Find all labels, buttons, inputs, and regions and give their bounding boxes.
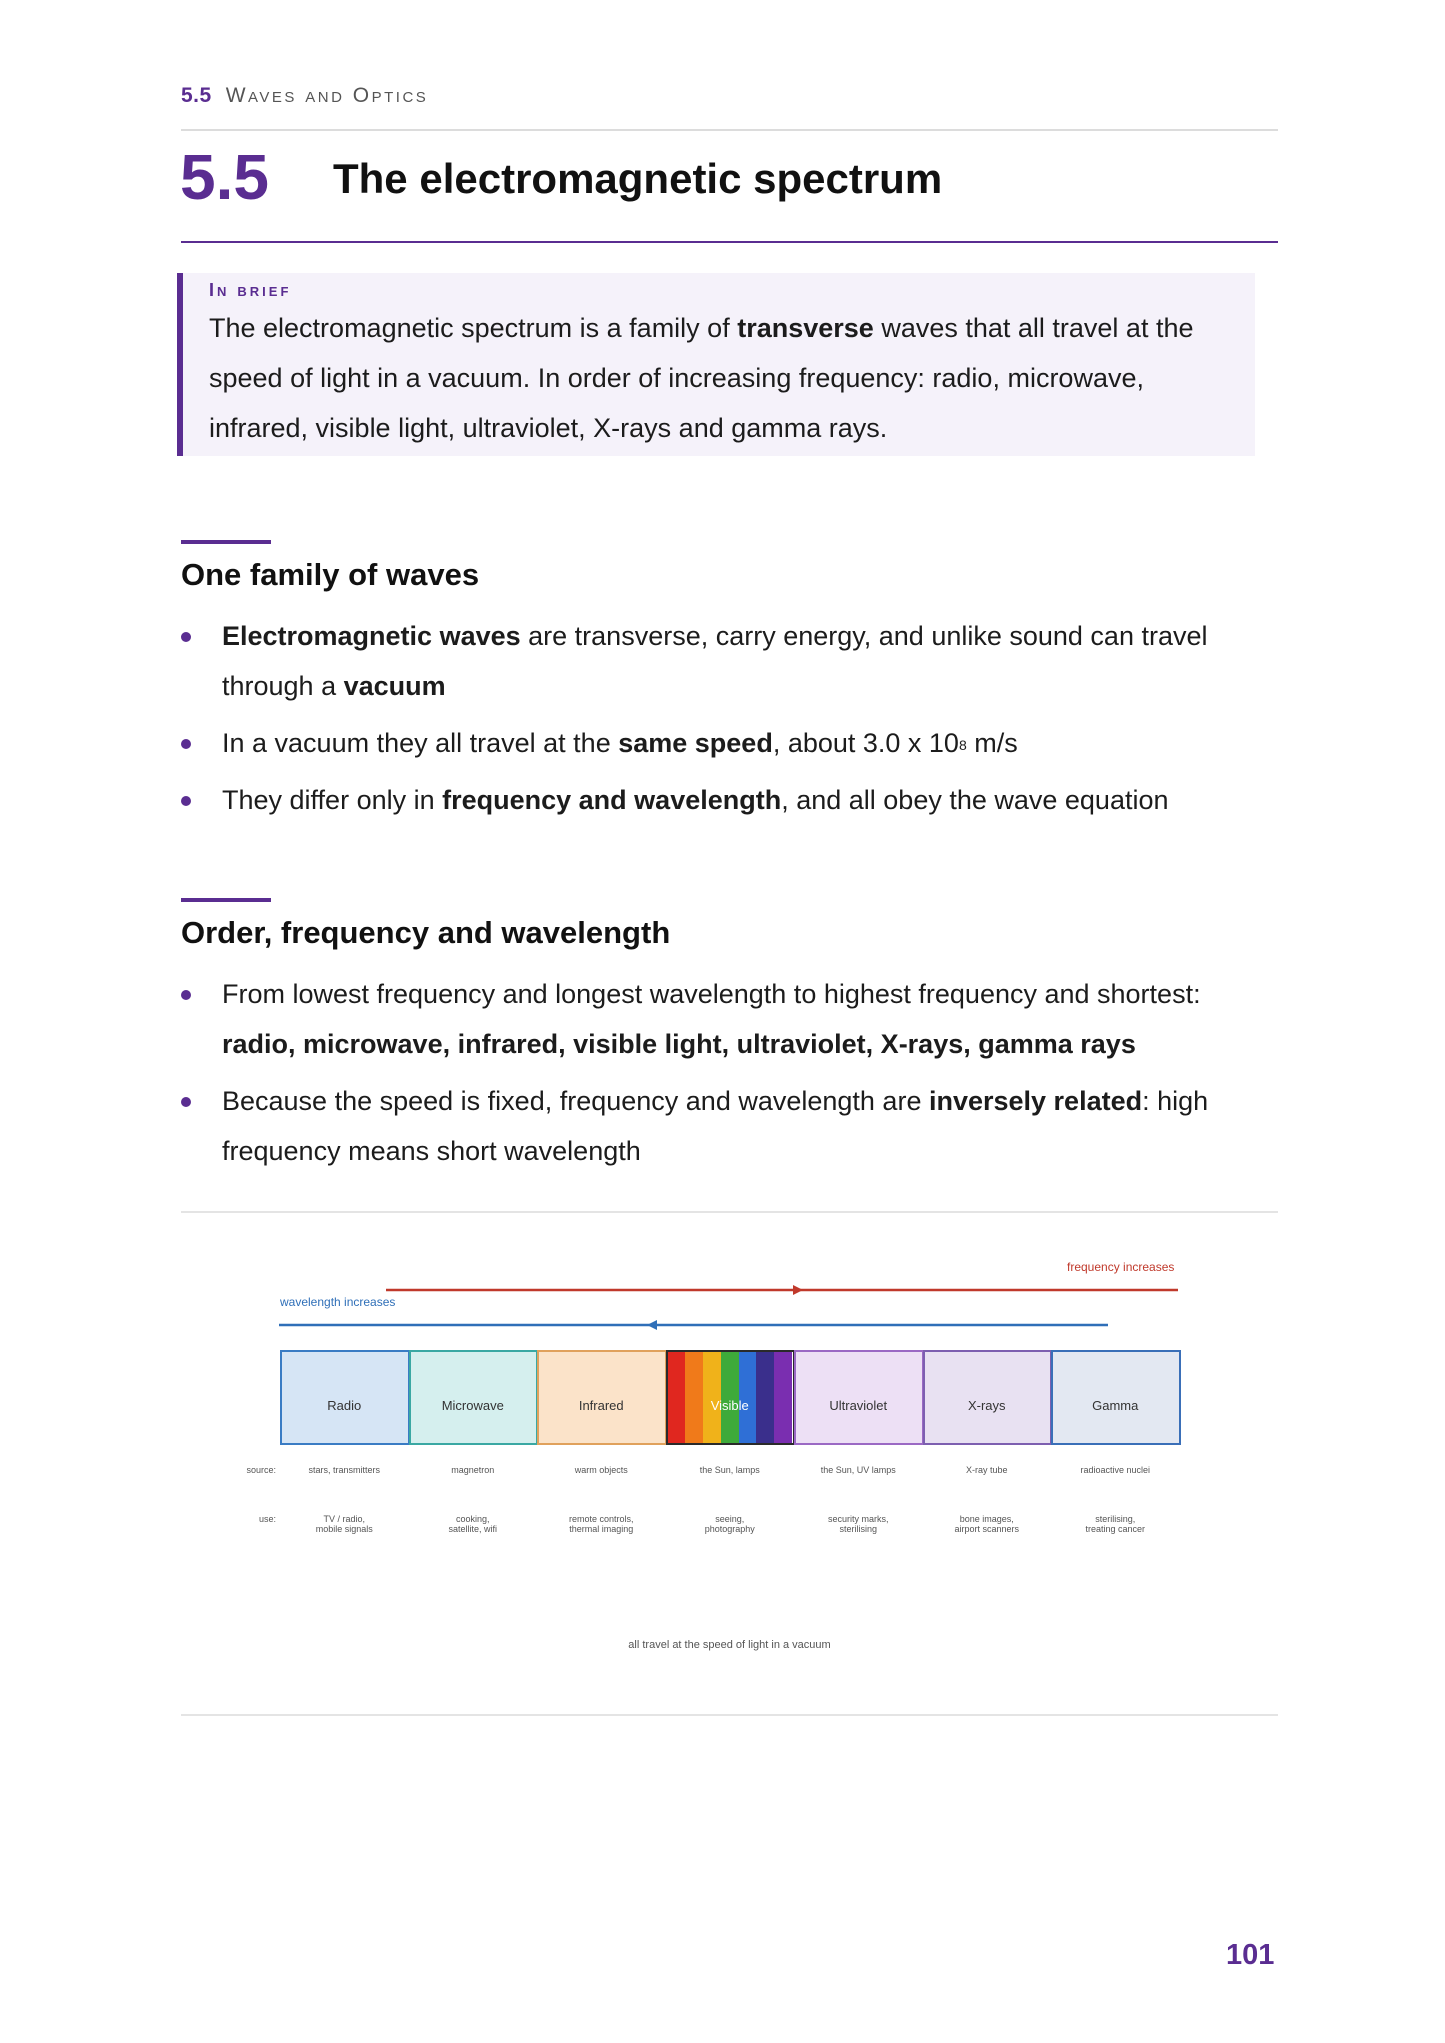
list-item bbox=[181, 718, 1281, 768]
band-use-line: treating cancer bbox=[1085, 1524, 1146, 1534]
list-text: , and all obey the wave equation bbox=[781, 785, 1169, 815]
band-label: Ultraviolet bbox=[829, 1398, 888, 1413]
in-brief-box bbox=[177, 273, 1255, 456]
wavelength-label: wavelength increases bbox=[280, 1295, 396, 1309]
in-brief-text-part: The electromagnetic spectrum is a family of bbox=[209, 313, 738, 343]
band-label: Gamma bbox=[1092, 1398, 1139, 1413]
band-source: stars, transmitters bbox=[308, 1465, 381, 1475]
list-text: Because the speed is fixed, frequency and wavelength are bbox=[222, 1086, 929, 1116]
band-use-line: seeing, bbox=[715, 1514, 745, 1524]
wavelength-arrow-head bbox=[647, 1320, 657, 1330]
list-text: : high frequency means short wavelength bbox=[222, 1086, 1209, 1166]
in-brief-label: In brief bbox=[209, 280, 292, 300]
list-item bbox=[181, 969, 1281, 1069]
figure-bottom-rule bbox=[181, 1714, 1278, 1716]
band-use-line: TV / radio, bbox=[323, 1514, 365, 1524]
band-source: magnetron bbox=[451, 1465, 495, 1475]
heading-accent bbox=[181, 540, 271, 544]
bullet-list-order bbox=[181, 969, 1281, 1183]
bold-term: inversely related bbox=[928, 1086, 1143, 1116]
figure-caption: all travel at the speed of light in a vacuum bbox=[628, 1639, 831, 1651]
list-text: , about 3.0 x 10 bbox=[772, 728, 959, 758]
list-text: From lowest frequency and longest wavelength to highest frequency and shortest: bbox=[222, 979, 1201, 1009]
band-use bbox=[1085, 1514, 1145, 1534]
use-row-label: use: bbox=[258, 1514, 276, 1524]
band-label: Radio bbox=[327, 1398, 362, 1413]
band-visible bbox=[666, 1350, 796, 1445]
running-head-number: 5.5 bbox=[181, 84, 212, 107]
list-text: m/s bbox=[966, 728, 1018, 758]
bullet-dot bbox=[181, 990, 191, 1000]
spectrum-figure bbox=[181, 1215, 1278, 1690]
list-item bbox=[181, 1076, 1281, 1176]
in-brief-text bbox=[209, 303, 1219, 453]
band-use bbox=[705, 1514, 755, 1534]
heading-order: Order, frequency and wavelength bbox=[181, 915, 671, 950]
band-infrared bbox=[537, 1350, 667, 1445]
band-radio bbox=[280, 1350, 410, 1445]
bold-term: Electromagnetic waves bbox=[222, 621, 521, 651]
band-label: X-rays bbox=[967, 1398, 1006, 1413]
bullet-list-one-family bbox=[181, 611, 1281, 832]
heading-one-family: One family of waves bbox=[181, 557, 480, 592]
band-microwave bbox=[409, 1350, 539, 1445]
visible-stripe bbox=[668, 1352, 686, 1443]
section-title: The electromagnetic spectrum bbox=[333, 155, 943, 202]
band-gamma bbox=[1051, 1350, 1181, 1445]
band-source: warm objects bbox=[574, 1465, 628, 1475]
running-head bbox=[181, 84, 428, 108]
bullet-dot bbox=[181, 632, 191, 642]
band-use bbox=[448, 1514, 497, 1534]
source-row-label: source: bbox=[246, 1465, 276, 1475]
in-brief-bold: transverse bbox=[737, 313, 874, 343]
band-use-line: thermal imaging bbox=[569, 1524, 634, 1534]
visible-stripe bbox=[685, 1352, 703, 1443]
bold-term: frequency and wavelength bbox=[442, 785, 782, 815]
band-use bbox=[828, 1514, 889, 1534]
figure-top-rule bbox=[181, 1211, 1278, 1213]
band-use-line: photography bbox=[704, 1524, 755, 1534]
running-head-title: Waves and Optics bbox=[225, 84, 429, 107]
band-label: Microwave bbox=[441, 1398, 504, 1413]
band-use-line: remote controls, bbox=[568, 1514, 634, 1524]
list-text: are transverse, carry energy, and unlike sound can travel through a bbox=[222, 621, 1208, 701]
band-source: the Sun, lamps bbox=[699, 1465, 760, 1475]
visible-stripe bbox=[774, 1352, 792, 1443]
bullet-dot bbox=[181, 1097, 191, 1107]
band-use-line: cooking, bbox=[455, 1514, 490, 1524]
frequency-label: frequency increases bbox=[1067, 1260, 1175, 1274]
band-ultraviolet bbox=[794, 1350, 924, 1445]
band-use bbox=[569, 1514, 634, 1534]
band-use-line: sterilising, bbox=[1095, 1514, 1136, 1524]
band-use-line: sterilising bbox=[839, 1524, 878, 1534]
heading-accent bbox=[181, 898, 271, 902]
band-label: Infrared bbox=[578, 1398, 624, 1413]
band-use-line: satellite, wifi bbox=[448, 1524, 498, 1534]
visible-stripe bbox=[756, 1352, 774, 1443]
band-source: the Sun, UV lamps bbox=[820, 1465, 896, 1475]
frequency-arrow-head bbox=[793, 1285, 803, 1295]
band-source: X-ray tube bbox=[965, 1465, 1008, 1475]
band-use-line: mobile signals bbox=[315, 1524, 373, 1534]
bullet-dot bbox=[181, 796, 191, 806]
list-item bbox=[181, 775, 1281, 825]
band-use-line: security marks, bbox=[827, 1514, 889, 1524]
band-use bbox=[954, 1514, 1019, 1534]
list-item bbox=[181, 611, 1281, 711]
arrows-svg bbox=[181, 1215, 1278, 1345]
in-brief-text-part: waves that all travel at the speed of light in a vacuum. In order of increasing frequency: radio, microwave, infrared, visible light, ultraviolet, X-rays and gamma rays. bbox=[209, 313, 1194, 443]
bold-term: same speed bbox=[618, 728, 773, 758]
band-use-line: bone images, bbox=[959, 1514, 1014, 1524]
list-text: In a vacuum they all travel at the bbox=[222, 728, 619, 758]
list-text: They differ only in bbox=[222, 785, 443, 815]
band-use bbox=[316, 1514, 373, 1534]
page-number: 101 bbox=[1226, 1939, 1275, 1971]
header-rule bbox=[181, 129, 1278, 131]
exponent: 8 bbox=[958, 737, 967, 753]
in-brief-bar bbox=[177, 273, 183, 456]
bold-term: vacuum bbox=[343, 671, 446, 701]
bold-term: radio, microwave, infrared, visible light, ultraviolet, X-rays, gamma rays bbox=[222, 1029, 1136, 1059]
title-rule bbox=[181, 241, 1278, 243]
band-label: Visible bbox=[710, 1398, 749, 1413]
bullet-dot bbox=[181, 739, 191, 749]
section-number: 5.5 bbox=[180, 141, 269, 213]
band-x-rays bbox=[923, 1350, 1053, 1445]
band-source: radioactive nuclei bbox=[1080, 1465, 1151, 1475]
band-use-line: airport scanners bbox=[954, 1524, 1020, 1534]
